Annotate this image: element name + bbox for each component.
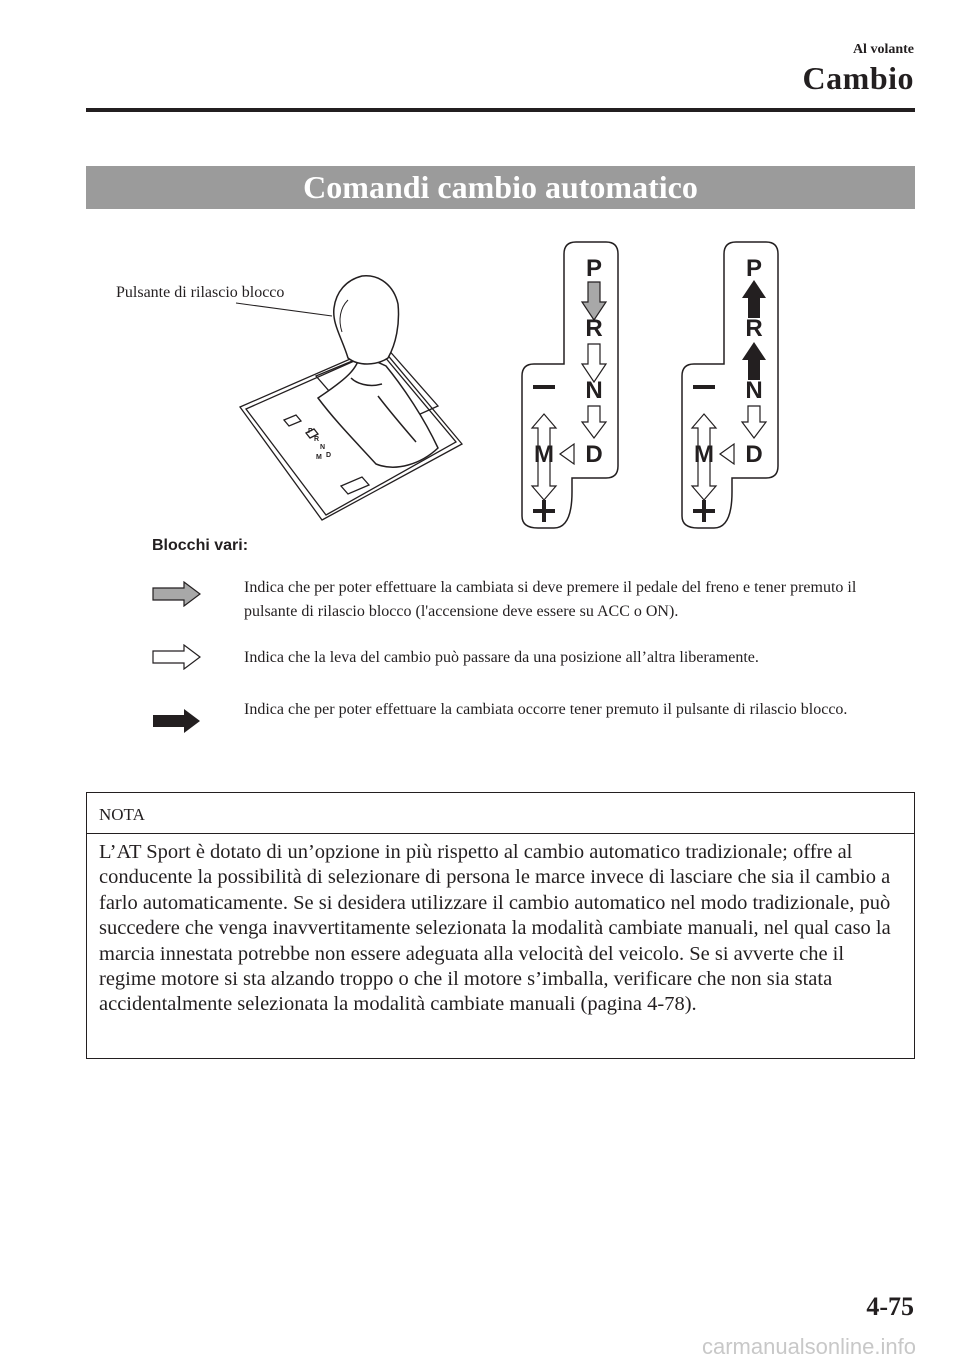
callout-line <box>236 303 332 316</box>
svg-text:R: R <box>314 436 320 443</box>
legend-text-grey: Indica che per poter effettuare la cambiata si deve premere il pedale del freno e tener premuto il pulsante di rilascio blocco (l'accensione deve essere su ACC o ON). <box>244 579 857 620</box>
section-header: Al volante <box>852 42 914 57</box>
gear-D-left: D <box>585 441 603 468</box>
gear-P-left: P <box>585 255 603 282</box>
gear-N-right: N <box>745 377 763 404</box>
chapter-title: Cambio <box>802 60 914 96</box>
svg-text:P: P <box>308 428 313 435</box>
svg-text:D: D <box>326 452 332 459</box>
shift-gate-right <box>682 242 778 528</box>
minus-icon <box>533 385 555 389</box>
legend-text-white: Indica che la leva del cambio può passare da una posizione all’altra liberamente. <box>244 649 759 666</box>
gear-D-right: D <box>745 441 763 468</box>
lock-release-callout: Pulsante di rilascio blocco <box>116 284 285 301</box>
legend-title: Blocchi vari: <box>152 537 249 554</box>
svg-text:N: N <box>320 444 326 451</box>
gear-M-left: M <box>534 441 554 468</box>
watermark: carmanualsonline.info <box>701 1334 916 1359</box>
page-number: 4-75 <box>866 1292 914 1321</box>
white-arrow-icon <box>152 644 202 670</box>
note-box <box>86 792 915 1059</box>
shift-gate-left <box>522 242 618 528</box>
gear-P-right: P <box>745 255 763 282</box>
svg-text:M: M <box>316 454 322 461</box>
minus-icon <box>693 385 715 389</box>
header-rule <box>86 108 915 112</box>
page-title: Comandi cambio automatico <box>86 166 915 209</box>
note-body: L’AT Sport è dotato di un’opzione in più rispetto al cambio automatico tradizionale; offre al conducente la possibilità di selezionare di persona le marce invece di lasciare che sia il cambio a farlo automaticamente. Se si desidera utilizzare il cambio automatico nel modo tradizionale, può succedere che venga inavvertitamente selezionata la modalità cambiate manuali, nel qual caso la marcia innestata potrebbe non essere adeguata alla velocità del veicolo. Se si avverte che il regime motore si sta alzando troppo o che il motore s’imballa, verificare che non sia stata accidentalmente selezionata la modalità cambiate manuali (pagina 4-78). <box>99 841 891 1016</box>
gear-lever <box>318 276 438 467</box>
note-title: NOTA <box>87 793 914 834</box>
gear-M-right: M <box>694 441 714 468</box>
shifter-illustration <box>86 228 915 538</box>
gear-R-left: R <box>585 315 603 342</box>
grey-arrow-icon <box>152 581 202 607</box>
gear-N-left: N <box>585 377 603 404</box>
plate-letters <box>308 428 331 461</box>
gear-R-right: R <box>745 315 763 342</box>
legend-text-black: Indica che per poter effettuare la cambiata occorre tener premuto il pulsante di rilascio blocco. <box>244 701 848 718</box>
black-arrow-icon <box>152 708 202 734</box>
